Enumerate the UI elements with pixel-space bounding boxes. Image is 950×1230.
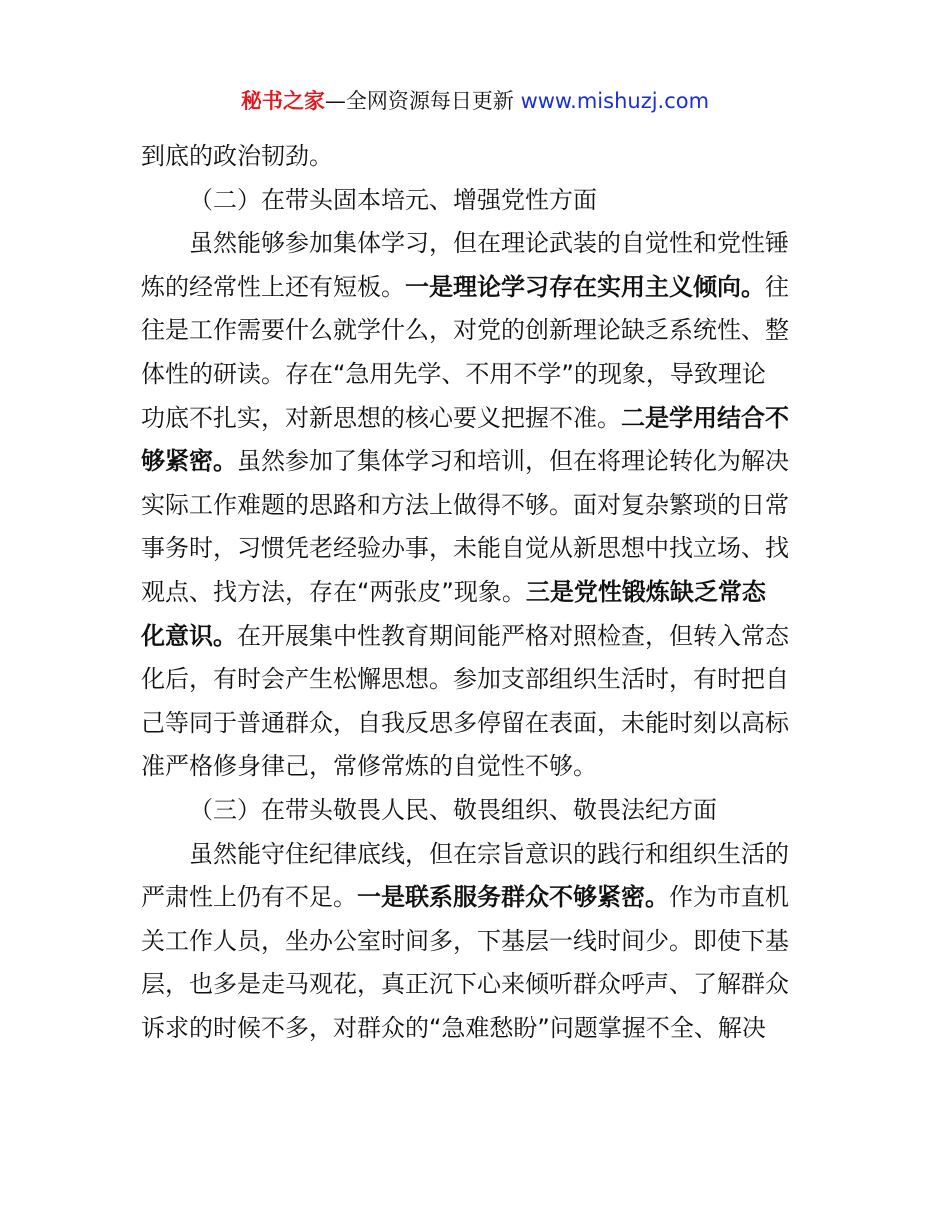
text-line — [141, 440, 813, 484]
text-line: 虽然能够参加集体学习，但在理论武装的自觉性和党性锤 — [189, 229, 789, 258]
text-line — [141, 615, 813, 659]
text-run: 往 — [765, 272, 789, 301]
text-run: 观点、找方法，存在“两张皮”现象。 — [141, 577, 526, 606]
site-url-link[interactable]: www.mishuzj.com — [520, 89, 710, 113]
section-heading-2: （二）在带头固本培元、增强党性方面 — [189, 185, 597, 214]
text-run: 功底不扎实，对新思想的核心要义把握不准。 — [141, 403, 621, 432]
text-line — [141, 571, 813, 615]
text-line — [141, 876, 813, 920]
text-line: 实际工作难题的思路和方法上做得不够。面对复杂繁琐的日常 — [141, 490, 789, 519]
text-run: 严肃性上仍有不足。 — [141, 883, 357, 912]
text-line: 关工作人员，坐办公室时间多，下基层一线时间少。即使下基 — [141, 926, 789, 955]
bold-point-2-cont: 够紧密。 — [141, 447, 237, 476]
text-line: 到底的政治韧劲。 — [141, 142, 333, 170]
bold-point-3: 三是党性锻炼缺乏常态 — [525, 577, 766, 606]
site-header — [0, 86, 950, 116]
document-body — [141, 135, 813, 1050]
text-line: 体性的研读。存在“急用先学、不用不学”的现象，导致理论 — [141, 359, 766, 388]
bold-point-1: 一是理论学习存在实用主义倾向。 — [405, 272, 765, 301]
text-line: 准严格修身律己，常修常炼的自觉性不够。 — [141, 752, 597, 781]
text-line: 往是工作需要什么就学什么，对党的创新理论缺乏系统性、整 — [141, 316, 789, 345]
text-line: 化后，有时会产生松懈思想。参加支部组织生活时，有时把自 — [141, 665, 789, 694]
text-run: 在开展集中性教育期间能严格对照检查，但转入常态 — [237, 621, 789, 650]
text-line: 虽然能守住纪律底线，但在宗旨意识的践行和组织生活的 — [189, 839, 789, 868]
text-run: 虽然参加了集体学习和培训，但在将理论转化为解决 — [237, 447, 789, 476]
text-line: 层，也多是走马观花，真正沉下心来倾听群众呼声、了解群众 — [141, 970, 789, 999]
text-line: 己等同于普通群众，自我反思多停留在表面，未能时刻以高标 — [141, 708, 789, 737]
text-line — [141, 266, 813, 310]
header-tagline: —全网资源每日更新 — [324, 89, 521, 113]
section-heading-3: （三）在带头敬畏人民、敬畏组织、敬畏法纪方面 — [189, 795, 717, 824]
text-line: 诉求的时候不多，对群众的“急难愁盼”问题掌握不全、解决 — [141, 1013, 766, 1042]
text-run: 作为市直机 — [669, 883, 789, 912]
bold-point-3-cont: 化意识。 — [141, 621, 237, 650]
bold-point-2: 二是学用结合不 — [621, 403, 789, 432]
text-run: 炼的经常性上还有短板。 — [141, 272, 405, 301]
brand-name: 秘书之家 — [240, 89, 325, 113]
bold-point-1-sec3: 一是联系服务群众不够紧密。 — [357, 883, 669, 912]
text-line — [141, 397, 813, 441]
text-line: 事务时，习惯凭老经验办事，未能自觉从新思想中找立场、找 — [141, 534, 789, 563]
